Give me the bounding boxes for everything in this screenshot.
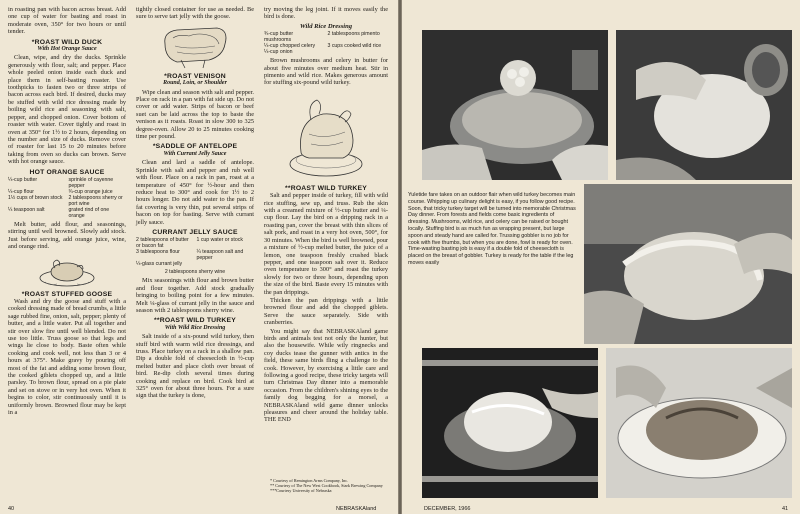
right-page: [402, 0, 800, 514]
left-page: [0, 0, 398, 514]
ingredient: 2 tablespoons of butter or bacon fat: [136, 237, 189, 250]
paragraph: Thicken the pan drippings with a little browned flour and add the chopped giblets. Serve the sauce separately. Side with cranberries.: [264, 296, 388, 327]
ingredient: [328, 49, 389, 55]
page-number: 40: [8, 506, 15, 512]
ingredient: 3 tablespoons flour: [136, 249, 180, 256]
recipe-subtitle: With Wild Rice Dressing: [164, 324, 226, 331]
text-column-3: [264, 6, 388, 425]
paragraph: Mix seasonings with flour and brown butter and flour together. Add stock gradually bringing to boiling point for a few minutes. Melt ¼-glass of currant jelly in the sauce and season with 2 tablespoons sherry wine.: [136, 277, 254, 314]
photo-caption: Yuletide fare takes on an outdoor flair when wild turkey becomes main course. Whipping up culinary delight is easy, if you follow good recipe. Soon, that tricky turkey target will be turned into memorable Christmas Day dinner. From forests and fields come basic ingredients of dressing. Mushrooms, wild rice, and celery can be raised or bought locally. Stuffing bird is as much fun as wrapping present, but large spoon and steady hand are called for. Trussing gobbler is no job for cook with five thumbs, but when you are done, fowl is ready for oven. Time-wasting basting job is easy if a double fold of cheesecloth is placed on the breast of gobbler. Turkey is ready for the table if the leg moves easily: [408, 192, 576, 266]
ingredient: 2 tablespoons sherry or port wine: [68, 194, 123, 207]
ingredient: ¼ teaspoon salt and pepper: [196, 249, 244, 262]
ingredient: ¼-cup onion: [264, 49, 293, 56]
ingredient: ¾-cup butter: [264, 31, 294, 38]
ingredient: 2 tablespoons pimento: [327, 31, 380, 38]
paragraph: Wipe clean and season with salt and pepper. Place on rack in a pan with fat side up. Do not cover or add water. Strips of bacon or beef suet can be laid across the top to baste the venison as it roasts. Roast in slow 300 to 325 degree-oven. Allow 20 to 25 minutes cooking time per pound.: [136, 88, 254, 141]
ingredient: ¼-cup chopped celery: [264, 43, 316, 50]
paragraph: Wash and dry the goose and stuff with a cooked dressing made of bread crumbs, a little sage rubbed fine, onion, salt, pepper; plenty of butter, and a little water. Put all together and stir over slow fire until well blended. Do not use too little. Truss goose so that legs and wings lie close to body. Baste often while cooking and cook well, not less than 3 or 4 hours at 375°. Make gravy by pouring off most of the fat and adding some brown flour, the cooked giblets chopped up, and a little parsley. To brown flour, spread on a pie plate and set on stove or in very hot oven. When it begins to color, stir continuously until it is uniformly brown. Browned flour may be kept in a: [8, 297, 126, 417]
paragraph: Salt inside of a six-pound wild turkey, then stuff bird with warm wild rice dressings, and truss. Place turkey on a rack in a shallow pan. Dip a double fold of cheesecloth in ½-cup melted butter and place cloth over breast of bird. Re-dip cloth several times during cooking and replace on bird. Cook bird at 325° oven for about three hours. For a sure sign that the turkey is done,: [136, 333, 254, 400]
roast-goose-illustration: [37, 254, 97, 288]
recipe-title: CURRANT JELLY SAUCE: [152, 228, 238, 236]
ingredient: 1 cup water or stock: [196, 237, 243, 244]
footnotes: [270, 478, 395, 493]
ingredient: grated rind of one orange: [68, 206, 110, 219]
ingredient: 2 tablespoons sherry wine: [164, 269, 226, 276]
paragraph: tightly closed container for use as needed. Be sure to serve tart jelly with the goose.: [136, 6, 254, 21]
photo-trussing: [584, 184, 792, 344]
ingredient: 1½ cups of brown stock: [8, 194, 63, 201]
photo-stuffing: [616, 30, 792, 180]
roast-venison-illustration: [159, 24, 231, 70]
recipe-title: *SADDLE OF ANTELOPE: [152, 143, 238, 151]
photo-served: [606, 348, 792, 498]
footnote: * Courtesy of Remington Arms Company, Inc.: [270, 478, 349, 483]
ingredient: mushrooms: [264, 37, 292, 44]
ingredient-list: [136, 237, 254, 267]
magazine-name: NEBRASKAland: [336, 506, 377, 512]
paragraph: Melt butter, add flour, and seasonings, stirring until well browned. Slowly add stock. Just before serving, add orange juice, wine, and orange rind.: [8, 220, 126, 251]
recipe-subtitle: Round, Loin, or Shoulder: [163, 80, 227, 87]
recipe-subtitle: With Currant Jelly Sauce: [163, 150, 227, 157]
photo-ingredients: [422, 30, 608, 180]
footnote: ***Courtesy University of Nebraska: [270, 488, 332, 493]
ingredient-list: [264, 31, 388, 55]
ingredient-list: [8, 177, 126, 219]
paragraph: Clean and lard a saddle of antelope. Sprinkle with salt and pepper and rub well with flour. Place on a rack in pan, roast at a temperature of 450° for ½-hour and then reduce heat to 300° and cook for 1½ to 2 hours longer. Do not add water to the pan. If fat covering is very thin, put several strips of bacon on top for basting. Serve with currant jelly sauce.: [136, 159, 254, 226]
footnote: ** Courtesy of The New West Cookbook, Stark Brewing Company: [270, 483, 383, 488]
ingredient: 3 cups cooked wild rice: [327, 43, 382, 50]
roast-turkey-illustration: [287, 90, 365, 182]
recipe-title: *ROAST VENISON: [164, 72, 226, 80]
photo-basting: [422, 348, 598, 498]
paragraph: try moving the leg joint. If it moves easily the bird is done.: [264, 6, 388, 21]
issue-date: DECEMBER, 1966: [424, 506, 471, 512]
ingredient: ¼-glass currant jelly: [136, 261, 183, 268]
recipe-title: *ROAST STUFFED GOOSE: [21, 290, 113, 298]
ingredient: ¼ teaspoon salt: [8, 206, 45, 213]
paragraph: Clean, wipe, and dry the ducks. Sprinkle generously with flour, salt; and pepper. Place whole peeled onion inside each duck and place them in self-basting roaster. Use toothpicks to fasten two or three strips of bacon across each bird. If desired, ducks may be stuffed with wild rice dressing made by boiling wild rice and seasoning with salt, pepper, and chopped onion. Cover bottom of roaster with water. Cover tightly and roast in oven at 350° for 1½ to 2 hours, depending on the number and size of ducks. Remove cover of roaster for last 15 to 20 minutes before taking from oven so ducks can brown. Serve with hot orange sauce.: [8, 54, 126, 166]
recipe-title: HOT ORANGE SAUCE: [29, 168, 105, 176]
page-number: 41: [782, 506, 789, 512]
text-column-2: [136, 6, 254, 401]
paragraph: Brown mushrooms and celery in butter for about five minutes over medium heat. Stir in pimento and wild rice. Makes generous amount for stuffing six-pound wild turkey.: [264, 57, 388, 87]
ingredient: sprinkle of cayenne pepper: [68, 176, 114, 189]
recipe-title: **ROAST WILD TURKEY: [285, 184, 367, 192]
recipe-title: *ROAST WILD DUCK: [31, 38, 103, 46]
paragraph: You might say that NEBRASKAland game birds and animals test not only the hunter, but also the housewife. While wily ringnecks and coy ducks tease the gunner with antics in the field, these same birds fling a challenge to the cook. However, by exercising a little care and following a good recipe, these tricky targets will turn Christmas Day dinner into a memorable occasion. From the children's shining eyes to the family dog begging for a morsel, a NEBRASKAland wild game dinner unlocks pleasures and cheer around the holiday table. THE END: [264, 327, 388, 424]
ingredient: ¼-cup flour: [8, 188, 34, 195]
recipe-title: **ROAST WILD TURKEY: [154, 317, 236, 325]
ingredient-list: [136, 269, 254, 275]
ingredient: [197, 261, 255, 267]
recipe-subtitle: With Hot Orange Sauce: [37, 46, 97, 53]
ingredient: ¼-cup butter: [8, 176, 38, 183]
paragraph: in roasting pan with bacon across breast. Add one cup of water for basting and roast in moderate oven, 350° for two hours or until tender.: [8, 6, 126, 36]
recipe-title: Wild Rice Dressing: [299, 22, 353, 30]
text-column-1: [8, 6, 126, 417]
paragraph: Salt and pepper inside of turkey, fill with wild rice stuffing, sew up, and truss. Rub the skin with a creamed mixture of ½-cup butter and ¼-cup flour. Lay the bird on a dripping rack in a roasting pan, cover the breast with thin slices of salt pork, and roast in a very hot oven, 500°, for 30 minutes. When the bird is well browned, pour a mixture of ½-cup melted butter, the juice of a lemon, one teaspoon freshly crushed black pepper, and one teaspoon salt over it. Reduce oven temperature to 300° and roast the turkey slowly for two or three hours, depending upon the size of the bird. Baste every 15 minutes with the pan drippings.: [264, 192, 388, 296]
ingredient: ¾-cup orange juice: [68, 188, 113, 195]
